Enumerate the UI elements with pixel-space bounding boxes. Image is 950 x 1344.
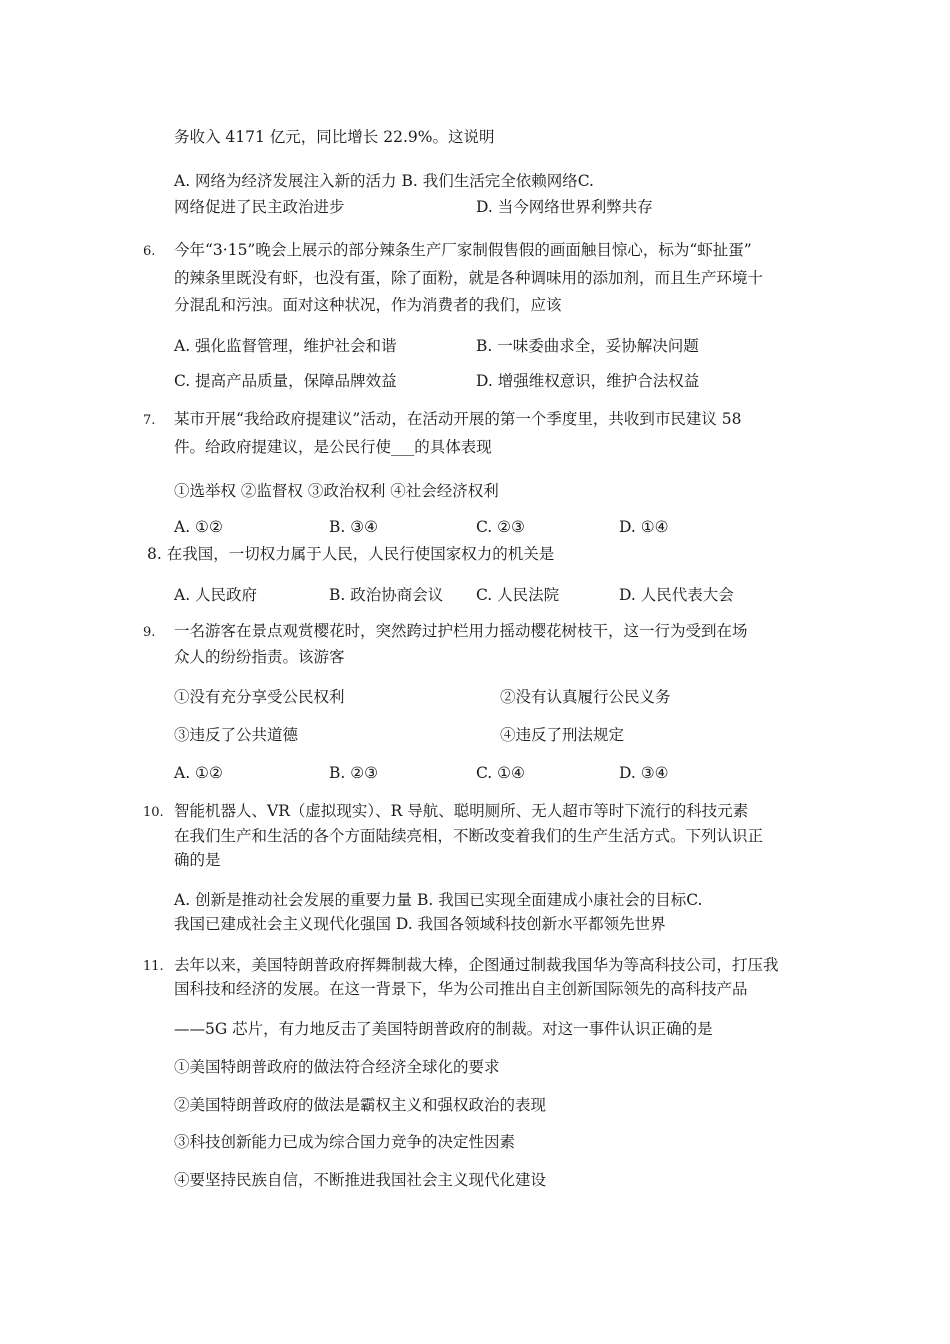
q11-stem-line-2: 国科技和经济的发展。在这一背景下，华为公司推出自主创新国际领先的高科技产品: [174, 980, 748, 998]
q10-options-line-1: A. 创新是推动社会发展的重要力量 B. 我国已实现全面建成小康社会的目标C.: [174, 891, 703, 909]
q6-option-a: A. 强化监督管理，维护社会和谐: [174, 337, 397, 355]
q5-option-c-text: 网络促进了民主政治进步: [174, 198, 345, 216]
q7-stem-line-2: 件。给政府提建议，是公民行使___的具体表现: [174, 438, 492, 456]
q9-option-c: C. ①④: [476, 764, 525, 782]
q11-item-1: ①美国特朗普政府的做法符合经济全球化的要求: [174, 1058, 500, 1076]
q10-number: 10.: [143, 805, 164, 820]
q9-option-b: B. ②③: [329, 764, 379, 782]
q11-item-2: ②美国特朗普政府的做法是霸权主义和强权政治的表现: [174, 1096, 547, 1114]
q6-stem-line-2: 的辣条里既没有虾，也没有蛋，除了面粉，就是各种调味用的添加剂，而且生产环境十: [174, 269, 764, 287]
q8-option-c: C. 人民法院: [476, 586, 560, 604]
q11-stem-line-1: 去年以来，美国特朗普政府挥舞制裁大棒，企图通过制裁我国华为等高科技公司，打压我: [174, 956, 779, 974]
q11-item-4: ④要坚持民族自信，不断推进我国社会主义现代化建设: [174, 1171, 547, 1189]
q6-number: 6.: [143, 244, 156, 259]
q6-option-d: D. 增强维权意识，维护合法权益: [476, 372, 700, 390]
q9-number: 9.: [143, 625, 156, 640]
q10-stem-line-2: 在我们生产和生活的各个方面陆续亮相，不断改变着我们的生产生活方式。下列认识正: [174, 827, 764, 845]
q6-stem-line-3: 分混乱和污浊。面对这种状况，作为消费者的我们，应该: [174, 296, 562, 314]
q7-items: ①选举权 ②监督权 ③政治权利 ④社会经济权利: [174, 482, 499, 500]
q9-stem-line-2: 众人的纷纷指责。该游客: [174, 648, 345, 666]
q10-stem-line-1: 智能机器人、VR（虚拟现实）、R 导航、聪明厕所、无人超市等时下流行的科技元素: [174, 802, 749, 820]
q9-item-3: ③违反了公共道德: [174, 726, 299, 744]
q6-stem-line-1: 今年“3·15”晚会上展示的部分辣条生产厂家制假售假的画面触目惊心，标为“虾扯蛋”: [174, 241, 752, 259]
q7-option-d: D. ①④: [619, 518, 669, 536]
q5-option-d: D. 当今网络世界利弊共存: [476, 198, 653, 216]
q11-number: 11.: [143, 959, 164, 974]
q7-stem-line-1: 某市开展“我给政府提建议”活动，在活动开展的第一个季度里，共收到市民建议 58: [174, 410, 742, 428]
q10-options-line-2: 我国已建成社会主义现代化强国 D. 我国各领域科技创新水平都领先世界: [174, 915, 666, 933]
q8-option-a: A. 人民政府: [174, 586, 258, 604]
q8-option-d: D. 人民代表大会: [619, 586, 734, 604]
q9-stem-line-1: 一名游客在景点观赏樱花时，突然跨过护栏用力摇动樱花树枝干，这一行为受到在场: [174, 622, 748, 640]
q5-stem-tail: 务收入 4171 亿元，同比增长 22.9%。这说明: [174, 128, 495, 146]
q11-stem-line-3: ——5G 芯片，有力地反击了美国特朗普政府的制裁。对这一事件认识正确的是: [174, 1020, 713, 1038]
q9-item-1: ①没有充分享受公民权利: [174, 688, 345, 706]
q9-item-2: ②没有认真履行公民义务: [500, 688, 671, 706]
q9-option-a: A. ①②: [174, 764, 223, 782]
q8-stem: 8. 在我国，一切权力属于人民，人民行使国家权力的机关是: [147, 545, 555, 563]
q6-option-c: C. 提高产品质量，保障品牌效益: [174, 372, 397, 390]
q11-item-3: ③科技创新能力已成为综合国力竞争的决定性因素: [174, 1133, 516, 1151]
q10-stem-line-3: 确的是: [174, 851, 221, 869]
q5-options-line-1: A. 网络为经济发展注入新的活力 B. 我们生活完全依赖网络C.: [174, 172, 594, 190]
q9-option-d: D. ③④: [619, 764, 669, 782]
q7-number: 7.: [143, 413, 156, 428]
q7-option-c: C. ②③: [476, 518, 525, 536]
q9-item-4: ④违反了刑法规定: [500, 726, 625, 744]
q7-option-a: A. ①②: [174, 518, 223, 536]
q6-option-b: B. 一味委曲求全，妥协解决问题: [476, 337, 699, 355]
q8-option-b: B. 政治协商会议: [329, 586, 444, 604]
q7-option-b: B. ③④: [329, 518, 379, 536]
